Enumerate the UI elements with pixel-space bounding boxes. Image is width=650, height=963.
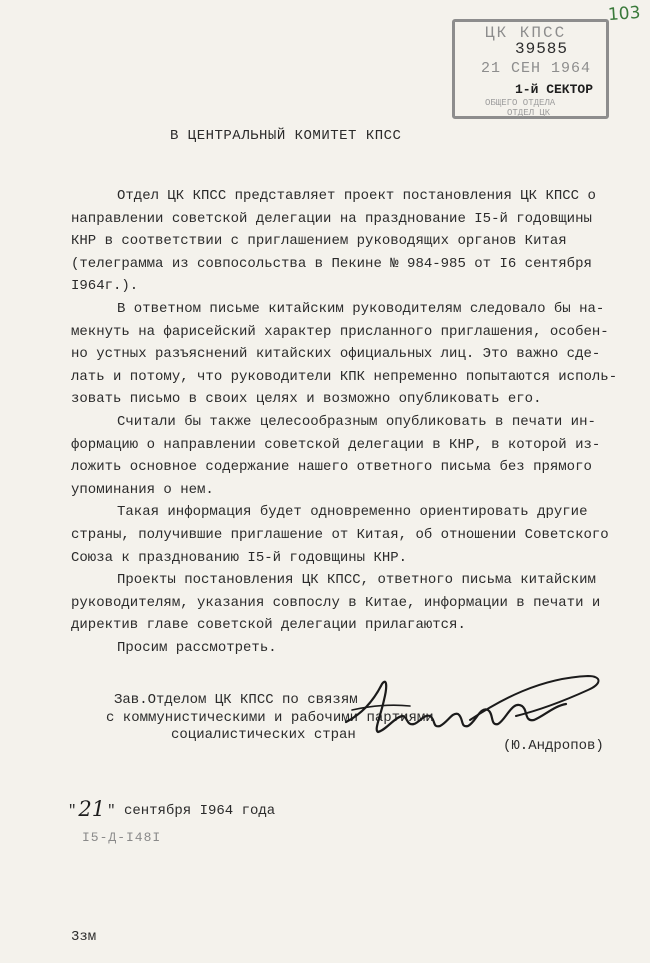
registration-stamp: [452, 19, 609, 119]
body-line: I964г.).: [71, 278, 139, 295]
stamp-number: 39585: [515, 40, 569, 58]
date-quote-open: ": [68, 803, 77, 819]
body-line: Считали бы также целесообразным опубликовать в печати ин-: [117, 413, 596, 430]
body-line: направлении советской делегации на празднование I5-й годовщины: [71, 210, 592, 227]
document-code: I5-Д-I48I: [82, 830, 162, 845]
body-line: В ответном письме китайским руководителям следовало бы на-: [117, 300, 605, 317]
date-rest: сентября I964 года: [123, 803, 276, 819]
body-line: Такая информация будет одновременно ориентировать другие: [117, 504, 588, 521]
body-line: (телеграмма из совпосольства в Пекине № 984-985 от I6 сентября: [71, 255, 592, 272]
body-line: лать и потому, что руководители КПК непременно попытаются исполь-: [71, 368, 618, 385]
stamp-date: 21 СЕН 1964: [481, 60, 592, 77]
typist-mark: 3зм: [71, 929, 97, 945]
body-line: но устных разъяснений китайских официальных лиц. Это важно сде-: [71, 346, 601, 363]
body-line: КНР в соответствии с приглашением руководящих органов Китая: [71, 233, 567, 250]
body-line: Союза к празднованию I5-й годовщины КНР.: [71, 549, 408, 566]
body-line: Отдел ЦК КПСС представляет проект постановления ЦК КПСС о: [117, 188, 596, 204]
document-heading: В ЦЕНТРАЛЬНЫЙ КОМИТЕТ КПСС: [170, 128, 402, 144]
signatory-position-line2: с коммунистическими и рабочими партиями: [106, 710, 434, 726]
date-quote-close: ": [107, 803, 116, 819]
body-line: Просим рассмотреть.: [117, 639, 277, 656]
body-line: мекнуть на фарисейский характер присланного приглашения, особен-: [71, 323, 609, 340]
body-line: директив главе советской делегации прилагаются.: [71, 617, 466, 634]
stamp-org: ЦК КПСС: [485, 24, 567, 42]
signature-block: [106, 692, 620, 762]
signatory-position-line1: Зав.Отделом ЦК КПСС по связям: [114, 692, 358, 708]
body-line: страны, получившие приглашение от Китая, об отношении Советского: [71, 526, 609, 543]
stamp-sector: 1-й СЕКТОР: [515, 82, 594, 97]
signatory-name: (Ю.Андропов): [503, 738, 604, 754]
page-number: 103: [607, 2, 642, 26]
stamp-dept-line1: ОБЩЕГО ОТДЕЛА: [485, 98, 556, 108]
document-date: [68, 797, 275, 821]
document-body: [71, 185, 631, 659]
body-line: формацию о направлении советской делегации в КНР, в которой из-: [71, 436, 601, 453]
stamp-dept-line2: ОТДЕЛ ЦК: [507, 108, 551, 118]
body-line: Проекты постановления ЦК КПСС, ответного письма китайским: [117, 572, 596, 589]
body-line: руководителям, указания совпослу в Китае, информации в печати и: [71, 594, 601, 611]
body-line: упоминания о нем.: [71, 481, 214, 498]
date-day-handwritten: 21: [78, 797, 106, 821]
signatory-position-line3: социалистических стран: [171, 727, 356, 743]
body-line: зовать письмо в своих целях и возможно опубликовать его.: [71, 391, 542, 408]
body-line: ложить основное содержание нашего ответного письма без прямого: [71, 459, 592, 476]
